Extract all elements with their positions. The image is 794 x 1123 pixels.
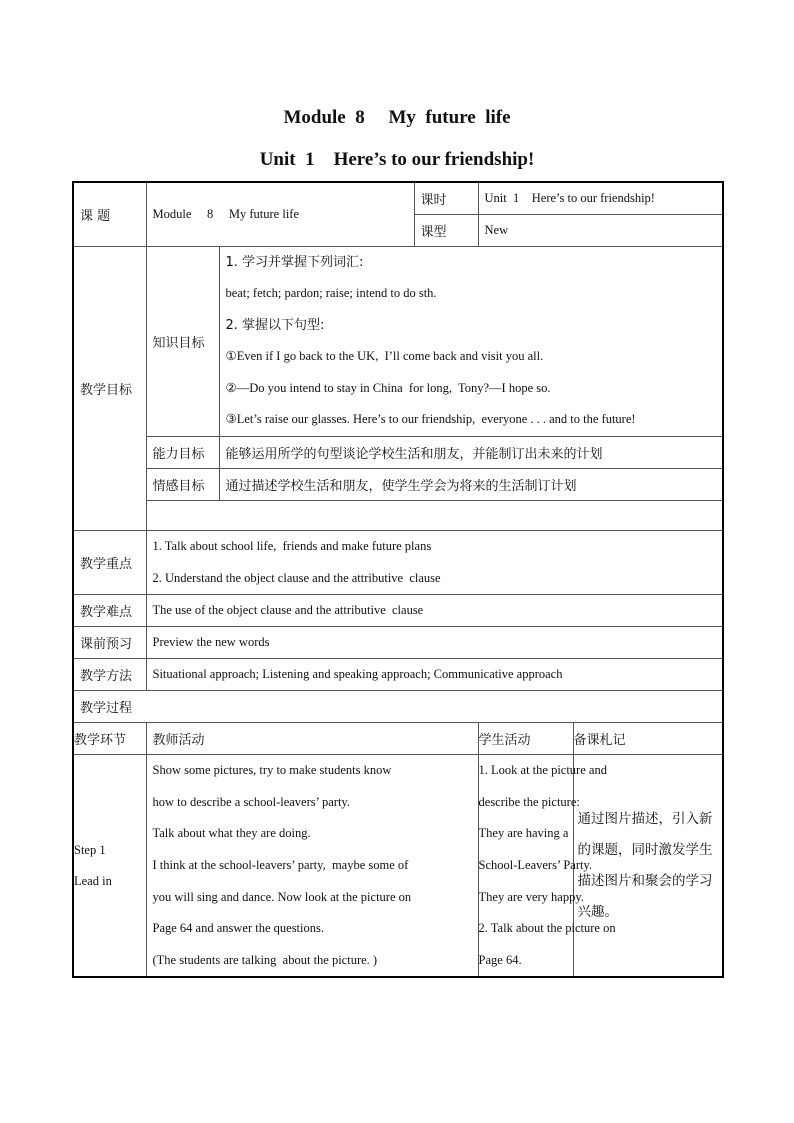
knowledge-line: ②—Do you intend to stay in China for long, Tony?—I hope so. [225, 380, 551, 395]
knowledge-line: ①Even if I go back to the UK, I’ll come back and visit you all. [225, 349, 544, 364]
topic-value: Module 8 My future life [146, 182, 414, 246]
step-number: Step 1 [74, 842, 106, 857]
preview-row [73, 627, 723, 659]
preview-label: 课前预习 [73, 627, 146, 659]
teacher-line: (The students are talking about the picture. ) [152, 952, 378, 967]
teacher-line: how to describe a school-leavers’ party. [152, 794, 350, 809]
step-name: Lead in [74, 873, 112, 888]
student-line: They are having a [478, 826, 569, 841]
key-points-content [146, 531, 723, 595]
process-header-teacher: 教师活动 [146, 723, 478, 755]
key-point-line: 1. Talk about school life, friends and make future plans [152, 539, 432, 554]
teacher-activity [146, 755, 478, 978]
process-label: 教学过程 [73, 691, 723, 723]
topic-row [73, 182, 723, 214]
objectives-spacer [146, 501, 723, 531]
topic-label: 课 题 [73, 182, 146, 246]
lesson-value: Unit 1 Here’s to our friendship! [478, 182, 723, 214]
type-value: New [478, 214, 723, 246]
process-header-row [73, 723, 723, 755]
ability-row [73, 437, 723, 469]
knowledge-line: 2. 掌握以下句型: [225, 317, 325, 333]
methods-label: 教学方法 [73, 659, 146, 691]
student-line: School-Leavers’ Party. [478, 858, 593, 873]
student-line: 2. Talk about the picture on [478, 921, 616, 936]
lesson-notes: 通过图片描述，引入新的课题，同时激发学生描述图片和聚会的学习兴趣。 [573, 755, 723, 978]
lesson-plan-table [72, 181, 724, 978]
emotion-text: 通过描述学校生活和朋友，使学生学会为将来的生活制订计划 [219, 469, 723, 501]
student-activity [478, 755, 616, 978]
methods-text: Situational approach; Listening and speaking approach; Communicative approach [146, 659, 723, 691]
key-points-row [73, 531, 723, 595]
teacher-line: I think at the school-leavers’ party, maybe some of [152, 858, 409, 873]
knowledge-line: beat; fetch; pardon; raise; intend to do sth. [225, 286, 437, 301]
knowledge-line: ③Let’s raise our glasses. Here’s to our friendship, everyone . . . and to the future! [225, 412, 636, 427]
process-label-row [73, 691, 723, 723]
process-header-student: 学生活动 [478, 723, 573, 755]
student-line: describe the picture: [478, 794, 580, 809]
objectives-label: 教学目标 [73, 246, 146, 531]
student-line: 1. Look at the picture and [478, 763, 607, 778]
teacher-line: Talk about what they are doing. [152, 826, 311, 841]
methods-row [73, 659, 723, 691]
student-line: Page 64. [478, 952, 522, 967]
difficulties-text: The use of the object clause and the attributive clause [146, 595, 723, 627]
student-line: They are very happy. [478, 889, 584, 904]
difficulties-label: 教学难点 [73, 595, 146, 627]
process-header-stage: 教学环节 [73, 723, 146, 755]
unit-title: Unit 1 Here’s to our friendship! [259, 149, 535, 170]
knowledge-line: 1. 学习并掌握下列词汇: [225, 254, 364, 270]
ability-text: 能够运用所学的句型谈论学校生活和朋友，并能制订出未来的计划 [219, 437, 723, 469]
type-label: 课型 [414, 214, 478, 246]
knowledge-content [219, 246, 723, 437]
knowledge-row [73, 246, 723, 437]
lesson-label: 课时 [414, 182, 478, 214]
teacher-line: Page 64 and answer the questions. [152, 921, 324, 936]
knowledge-label: 知识目标 [146, 246, 219, 437]
key-point-line: 2. Understand the object clause and the attributive clause [152, 570, 441, 585]
process-header-notes: 备课札记 [573, 723, 723, 755]
teacher-line: you will sing and dance. Now look at the picture on [152, 889, 412, 904]
module-title: Module 8 My future life [283, 107, 511, 128]
emotion-row [73, 469, 723, 501]
teacher-line: Show some pictures, try to make students know [152, 763, 392, 778]
preview-text: Preview the new words [146, 627, 723, 659]
ability-label: 能力目标 [146, 437, 219, 469]
step-row [73, 755, 723, 978]
emotion-label: 情感目标 [146, 469, 219, 501]
difficulties-row [73, 595, 723, 627]
key-points-label: 教学重点 [73, 531, 146, 595]
step-cell [73, 755, 146, 978]
objectives-spacer-row [73, 501, 723, 531]
